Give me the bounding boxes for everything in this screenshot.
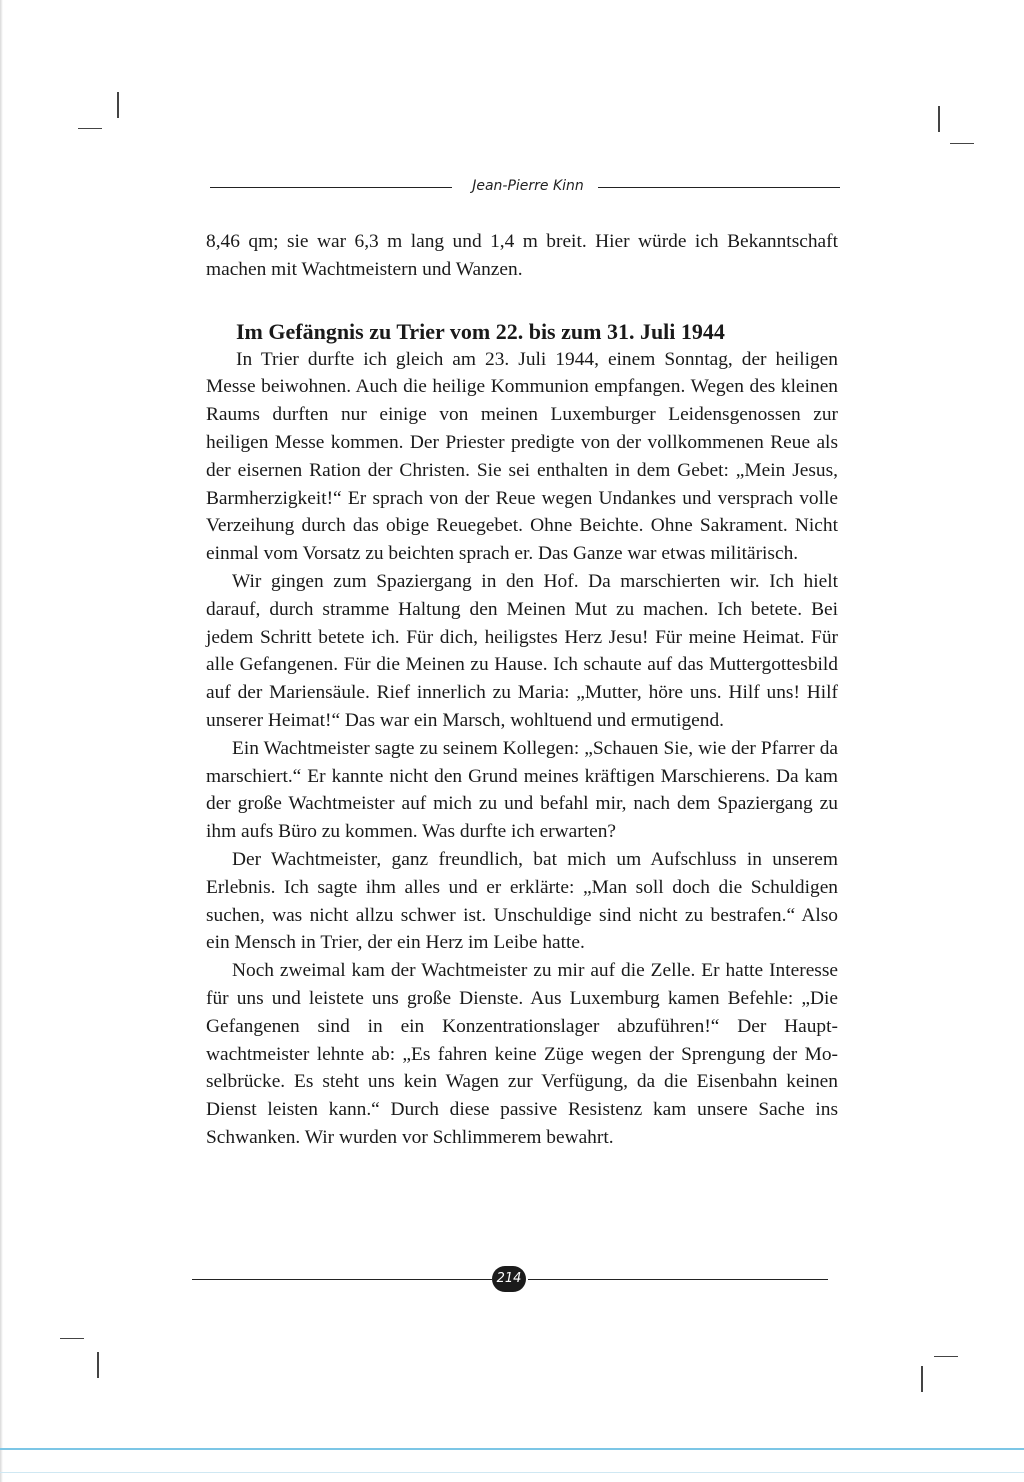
header-rule-left (210, 187, 452, 188)
paragraph-3: Ein Wachtmeister sagte zu seinem Kollegen: „Schauen Sie, wie der Pfarrer da marschiert.“ Er kannte nicht den Grund meines kräftigen Marschierens. Da kam der große Wachtmeister auf mich zu und befahl mir, nach dem Spaziergang zu ihm aufs Büro zu kommen. Was durfte ich erwarten? (206, 737, 838, 843)
paragraph-5: Noch zweimal kam der Wachtmeister zu mir auf die Zelle. Er hatte Interesse für uns und leistete uns große Dienste. Aus Luxemburg kamen Befehle: „Die Gefangenen sind in ein Konzentrationslager abzuführen!“ Der Hauptwachtmeister lehnte ab: „Es fahren keine Züge wegen der Sprengung der Moselbrücke. Es steht uns kein Wagen zur Verfügung, da die Eisenbahn keinen Dienst leisten kann.“ Durch diese passive Resistenz kam unsere Sache ins Schwanken. Wir wurden vor Schlimmerem bewahrt. (206, 960, 838, 1148)
crop-mark-top-right-horizontal (950, 143, 974, 144)
page-footer (192, 1266, 828, 1300)
page-number-badge: 214 (492, 1266, 526, 1292)
scan-edge-shadow (0, 0, 3, 1482)
text-block (206, 228, 838, 1152)
scan-line-light (0, 1472, 1024, 1473)
footer-rule-left (192, 1279, 492, 1280)
paragraph-4: Der Wachtmeister, ganz freundlich, bat mich um Aufschluss in unserem Erlebnis. Ich sagte ihm alles und er erklärte: „Man soll doch die Schuldigen suchen, was nicht allzu schwer ist. Unschuldige sind nicht zu bestrafen.“ Also ein Mensch in Trier, der ein Herz im Leibe hatte. (206, 848, 838, 954)
intro-paragraph: 8,46 qm; sie war 6,3 m lang und 1,4 m breit. Hier würde ich Bekanntschaft machen mit Wachtmeistern und Wanzen. (206, 231, 838, 280)
crop-mark-top-right-vertical (938, 106, 940, 132)
header-author: Jean-Pierre Kinn (472, 178, 584, 194)
header-rule-right (598, 187, 840, 188)
crop-mark-bottom-right-horizontal (934, 1356, 958, 1357)
running-header (210, 178, 840, 206)
crop-mark-bottom-right-vertical (921, 1366, 923, 1392)
crop-mark-top-left-horizontal (78, 128, 102, 129)
section-heading: Im Gefängnis zu Trier vom 22. bis zum 31. Juli 1944 (236, 318, 725, 344)
crop-mark-top-left-vertical (117, 92, 119, 118)
paragraph-1: In Trier durfte ich gleich am 23. Juli 1944, einem Sonntag, der heiligen Messe beiwohnen. Auch die heilige Kommunion empfangen. Wegen des kleinen Raums durften nur einige von meinen Luxemburger Leidensgenossen zur heiligen Messe kommen. Der Priester predigte von der vollkommenen Reue als der eisernen Ration der Christen. Sie sei enthalten in dem Gebet: „Mein Jesus, Barmherzigkeit!“ Er sprach von der Reue wegen Undankes und versprach volle Verzeihung durch das obige Reuegebet. Ohne Beichte. Ohne Sakrament. Nicht einmal vom Vorsatz zu beichten sprach er. Das Ganze war etwas militärisch. (206, 348, 838, 565)
crop-mark-bottom-left-vertical (97, 1352, 99, 1378)
footer-rule-right (528, 1279, 828, 1280)
scan-line-blue (0, 1448, 1024, 1450)
paragraph-2: Wir gingen zum Spaziergang in den Hof. Da marschierten wir. Ich hielt darauf, durch stramme Haltung den Meinen Mut zu machen. Ich betete. Bei jedem Schritt betete ich. Für dich, heiligstes Herz Jesu! Für meine Heimat. Für alle Gefangenen. Für die Meinen zu Hause. Ich schaute auf das Muttergottesbild auf der Mariensäule. Rief innerlich zu Maria: „Mutter, höre uns. Hilf uns! Hilf unserer Heimat!“ Das war ein Marsch, wohltuend und ermutigend. (206, 570, 838, 731)
crop-mark-bottom-left-horizontal (60, 1338, 84, 1339)
